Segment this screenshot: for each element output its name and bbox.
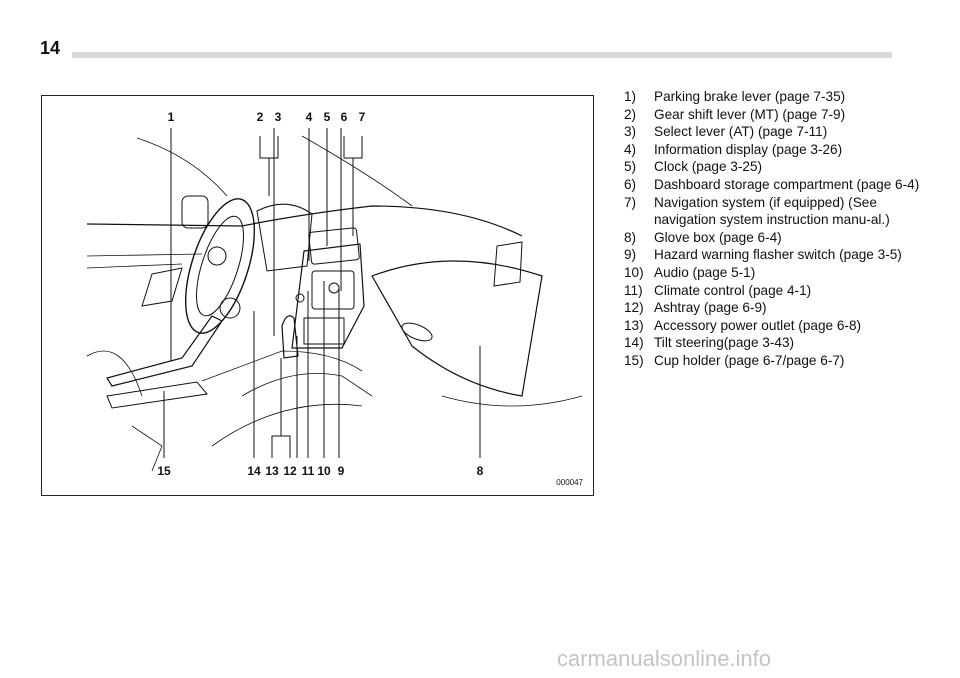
legend-item <box>624 88 924 106</box>
component-legend <box>624 88 924 370</box>
callout-15: 15 <box>157 464 171 478</box>
legend-item <box>624 282 924 300</box>
legend-item <box>624 299 924 317</box>
callout-12: 12 <box>283 464 297 478</box>
legend-text: Audio (page 5-1) <box>654 264 756 280</box>
callout-4: 4 <box>305 110 313 124</box>
legend-item <box>624 106 924 124</box>
legend-number: 2) <box>624 106 637 122</box>
legend-item <box>624 123 924 141</box>
legend-item <box>624 317 924 335</box>
callout-3: 3 <box>274 110 282 124</box>
callout-10: 10 <box>317 464 331 478</box>
legend-item <box>624 158 924 176</box>
legend-number: 14) <box>624 335 644 351</box>
legend-number: 5) <box>624 159 637 175</box>
callout-9: 9 <box>337 464 345 478</box>
legend-text: Select lever (AT) (page 7-11) <box>654 124 828 140</box>
legend-text: Clock (page 3-25) <box>654 159 763 175</box>
callout-1: 1 <box>167 110 175 124</box>
watermark: carmanualsonline.info <box>557 646 772 671</box>
callout-5: 5 <box>323 110 331 124</box>
legend-text: Ashtray (page 6-9) <box>654 300 767 316</box>
legend-item <box>624 334 924 352</box>
interior-illustration <box>41 95 594 496</box>
legend-text: Glove box (page 6-4) <box>654 229 782 245</box>
callout-6: 6 <box>340 110 348 124</box>
legend-text: Navigation system (if equipped) (See navigation system instruction manu-al.) <box>654 194 890 228</box>
legend-text: Tilt steering(page 3-43) <box>654 335 795 351</box>
legend-text: Hazard warning flasher switch (page 3-5) <box>654 247 902 263</box>
legend-number: 6) <box>624 176 637 192</box>
callout-13: 13 <box>265 464 279 478</box>
legend-text: Dashboard storage compartment (page 6-4) <box>654 176 920 192</box>
legend-text: Climate control (page 4-1) <box>654 282 812 298</box>
legend-text: Parking brake lever (page 7-35) <box>654 89 846 104</box>
legend-number: 3) <box>624 124 637 140</box>
page-number: 14 <box>40 38 61 58</box>
callout-2: 2 <box>256 110 264 124</box>
legend-number: 10) <box>624 264 644 280</box>
legend-item <box>624 264 924 282</box>
legend-number: 8) <box>624 229 637 245</box>
legend-number: 9) <box>624 247 637 263</box>
callout-11: 11 <box>301 464 315 478</box>
legend-number: 13) <box>624 317 644 333</box>
legend-number: 1) <box>624 89 637 104</box>
legend-item <box>624 176 924 194</box>
legend-text: Cup holder (page 6-7/page 6-7) <box>654 352 845 368</box>
legend-text: Accessory power outlet (page 6-8) <box>654 317 862 333</box>
legend-item <box>624 141 924 159</box>
legend-number: 7) <box>624 194 637 210</box>
legend-number: 11) <box>624 282 643 298</box>
legend-item <box>624 194 924 229</box>
legend-text: Gear shift lever (MT) (page 7-9) <box>654 106 846 122</box>
legend-number: 4) <box>624 141 637 157</box>
legend-text: Information display (page 3-26) <box>654 141 843 157</box>
legend-item <box>624 229 924 247</box>
callout-8: 8 <box>476 464 484 478</box>
callout-14: 14 <box>247 464 261 478</box>
figure-code: 000047 <box>556 478 583 487</box>
legend-item <box>624 246 924 264</box>
legend-number: 15) <box>624 352 644 368</box>
car-interior-drawing <box>42 96 595 497</box>
header-rule <box>72 52 892 58</box>
callout-7: 7 <box>358 110 366 124</box>
legend-number: 12) <box>624 300 644 316</box>
legend-item <box>624 352 924 370</box>
